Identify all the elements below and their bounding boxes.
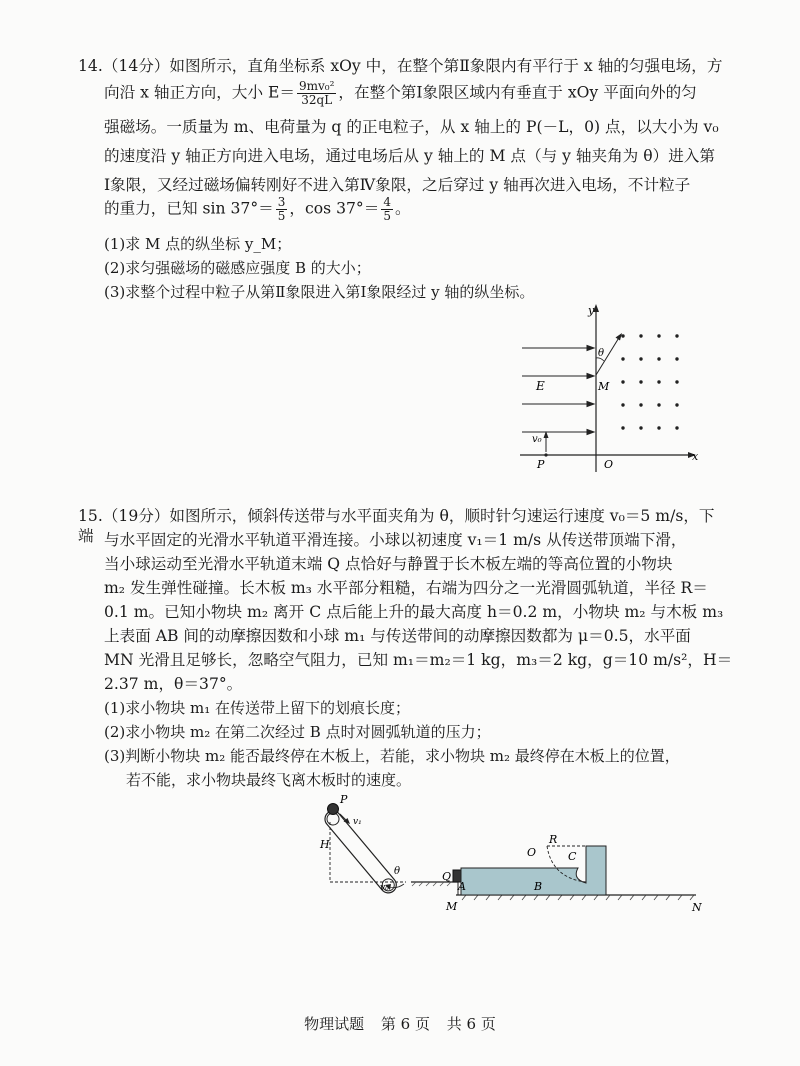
electric-field-lines (522, 346, 594, 435)
n-label: N (692, 901, 702, 914)
cos-denominator: 5 (383, 209, 391, 223)
ground-hatch (462, 895, 694, 900)
q14-line-4: 的速度沿 y 轴正方向进入电场，通过电场后从 y 轴上的 M 点（与 y 轴夹角为 θ）进入第 (104, 147, 715, 165)
a-label: A (458, 880, 466, 893)
p-label: P (537, 458, 545, 471)
q15-line-4: m₂ 发生弹性碰撞。长木板 m₃ 水平部分粗糙，右端为四分之一光滑圆弧轨道，半径 R＝ (104, 579, 708, 597)
q15-sub-1: (1)求小物块 m₁ 在传送带上留下的划痕长度； (104, 699, 411, 717)
footer-total: 共 6 页 (446, 1015, 496, 1033)
q14-sub-2: (2)求匀强磁场的磁感应强度 B 的大小； (104, 259, 371, 277)
cos-fraction (381, 196, 393, 223)
v1-label: v₁ (353, 817, 362, 827)
e-label: E (536, 379, 545, 393)
y-axis-label: y (588, 304, 595, 317)
q14-line-6c: 。 (394, 199, 411, 218)
r-label: R (549, 833, 558, 846)
q14-line-6a: 的重力，已知 sin 37°＝ (104, 199, 274, 218)
theta-label: θ (394, 866, 401, 877)
page-footer (0, 1013, 800, 1034)
q14-figure (512, 300, 712, 475)
q15-line-6: 上表面 AB 间的动摩擦因数和小球 m₁ 与传送带间的动摩擦因数都为 μ＝0.5，水平面 (104, 627, 691, 645)
m-label: M (446, 900, 458, 913)
footer-subject: 物理试题 (304, 1015, 365, 1033)
v0-label: v₀ (532, 434, 542, 445)
b-label: B (534, 880, 543, 893)
q14-line-3: 强磁场。一质量为 m、电荷量为 q 的正电粒子，从 x 轴上的 P(－L，0) 点，以大小为 v₀ (104, 118, 719, 136)
q15-sub-2: (2)求小物块 m₂ 在第二次经过 B 点时对圆弧轨道的压力； (104, 723, 491, 741)
h-label: H (320, 838, 330, 851)
ball-m1 (328, 804, 339, 815)
footer-page: 第 6 页 (380, 1015, 430, 1033)
q14-line-2 (104, 80, 734, 107)
q15-line-2: 与水平固定的光滑水平轨道平滑连接。小球以初速度 v₁＝1 m/s 从传送带顶端下滑， (104, 531, 687, 549)
q14-line-2a: 向沿 x 轴正方向，大小 E＝ (104, 83, 295, 102)
q14-line-6 (104, 196, 734, 223)
o-label: O (604, 458, 614, 471)
point-p (544, 453, 547, 456)
m-label: M (598, 380, 610, 393)
q14-line-2b: ，在整个第Ⅰ象限区域内有垂直于 xOy 平面向外的匀 (338, 83, 697, 102)
q15-line-3: 当小球运动至光滑水平轨道末端 Q 点恰好与静置于长木板左端的等高位置的小物块 (104, 555, 673, 573)
q-label: Q (442, 870, 452, 883)
theta-label: θ (598, 348, 605, 359)
sin-numerator: 3 (277, 195, 286, 209)
q15-figure (316, 790, 706, 915)
magnetic-field-dots (621, 334, 678, 429)
sin-fraction (276, 196, 288, 223)
sin-denominator: 5 (277, 209, 286, 223)
q14-line-1: 14.（14分）如图所示，直角坐标系 xOy 中，在整个第Ⅱ象限内有平行于 x 轴的匀强电场，方 (78, 57, 723, 75)
p-label: P (340, 793, 348, 806)
v0-label: v₀ (380, 883, 389, 893)
cos-numerator: 4 (383, 195, 391, 209)
q15-sub-3a: (3)判断小物块 m₂ 能否最终停在木板上，若能，求小物块 m₂ 最终停在木板上的位置， (104, 747, 680, 765)
q15-line-5: 0.1 m。已知小物块 m₂ 离开 C 点后能上升的最大高度 h＝0.2 m，小物块 m₂ 与木板 m₃ (104, 603, 724, 621)
q14-line-5: Ⅰ象限，又经过磁场偏转刚好不进入第Ⅳ象限，之后穿过 y 轴再次进入电场，不计粒子 (104, 176, 691, 194)
q15-line-7: MN 光滑且足够长，忽略空气阻力，已知 m₁＝m₂＝1 kg，m₃＝2 kg，g＝10 m/s²，H＝ (104, 651, 733, 669)
c-label: C (568, 850, 577, 863)
q15-line-1: 15.（19分）如图所示，倾斜传送带与水平面夹角为 θ，顺时针匀速运行速度 v₀＝5 m/s，下端 (78, 507, 715, 545)
x-axis-label: x (692, 450, 699, 463)
e-field-fraction (297, 80, 336, 107)
o-label: O (527, 846, 537, 859)
q14-sub-3: (3)求整个过程中粒子从第Ⅱ象限进入第Ⅰ象限经过 y 轴的纵坐标。 (104, 283, 535, 301)
e-field-denominator: 32qL (301, 93, 333, 107)
e-field-numerator: 9mv₀² (299, 79, 335, 93)
q15-line-8: 2.37 m，θ＝37°。 (104, 675, 243, 693)
m-velocity-arrow-icon (616, 333, 623, 341)
q15-sub-3b: 若不能，求小物块最终飞离木板时的速度。 (126, 771, 412, 789)
q14-sub-1: (1)求 M 点的纵坐标 y_M； (104, 235, 292, 253)
q14-line-6b: ，cos 37°＝ (289, 199, 380, 218)
